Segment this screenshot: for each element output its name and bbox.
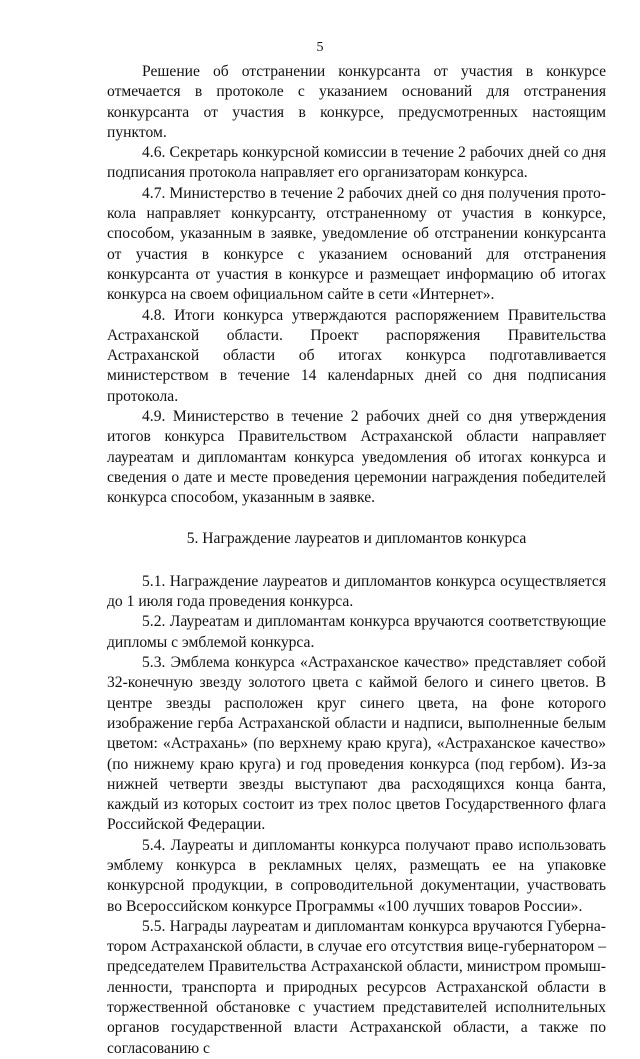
paragraph: 4.9. Министерство в течение 2 рабочих дней со дня утверждения итогов конкурса Правительством Астраханской области направляет лауреатам и дипломантам конкурса уведомления об итогах конкурса и сведения о дате и месте проведения церемонии награждения победителей конкурса способом, указанным в заявке.	[107, 408, 606, 507]
paragraph: 4.7. Министерство в течение 2 рабочих дней со дня получения протокола направляет конкурсанту, отстраненному от участия в конкурсе, способом, указанным в заявке, уведомление об отстранении конкурсанта от участия в конкурсе с указанием оснований для отстранения конкурсанта от участия в конкурсе и размещает информацию об итогах конкурса на своем официальном сайте в сети «Интернет».	[107, 184, 606, 304]
paragraph: Решение об отстранении конкурсанта от участия в конкурсе отмечается в протоколе с указанием оснований для отстранения конкурсанта от участия в конкурсе, предусмотренных настоящим пунктом.	[107, 63, 606, 141]
paragraph: 5.1. Награждение лауреатов и дипломантов конкурса осуществляется до 1 июля года проведения конкурса.	[107, 572, 606, 611]
paragraph: 5.2. Лауреатам и дипломантам конкурса вручаются соответствующие дипломы с эмблемой конкурса.	[107, 613, 606, 651]
page-number: 5	[316, 40, 324, 55]
paragraph: 5.3. Эмблема конкурса «Астраханское качество» представляет собой 32-конечную звезду золотого цвета с каймой белого и синего цветов. В центре звезды расположен круг синего цвета, на фоне которого изображение герба Астраханской области и надписи, выполненные белым цветом: «Астрахань» (по верхнему краю круга), «Астраханское качество» (по нижнему краю круга) и год проведения конкурса (под гербом). Из-за нижней четверти звезды выступают два расходящихся конца банта, каждый из которых состоит из трех полос цветов Государственного флага Российской Федерации.	[107, 654, 606, 834]
paragraph: 4.8. Итоги конкурса утверждаются распоряжением Правительства Астраханской области. Проект распоряжения Правительства Астраханской области об итогах конкурса подготавливается министерством в течение 14 каленdарных дней со дня подписания протокола.	[107, 306, 606, 405]
section-heading: 5. Награждение лауреатов и дипломантов конкурса	[186, 529, 527, 547]
paragraph: 5.4. Лауреаты и дипломанты конкурса получают право использовать эмблему конкурса в рекламных целях, размещать ее на упаковке конкурсной продукции, в сопроводительной документации, участвовать во Всероссийском конкурсе Программы «100 лучших товаров России».	[107, 836, 606, 915]
paragraph: 4.6. Секретарь конкурсной комиссии в течение 2 рабочих дней со дня подписания протокола направляет его организаторам конкурса.	[107, 144, 606, 182]
document-body	[107, 62, 606, 1059]
paragraph: 5.5. Награды лауреатам и дипломантам конкурса вручаются Губернатором Астраханской области, в случае его отсутствия вице-губернатором – председателем Правительства Астраханской области, министром промышленности, транспорта и природных ресурсов Астраханской области в торжественной обстановке с участием представителей исполнительных органов государственной власти Астраханской области, а также по согласованию с	[107, 917, 606, 1057]
